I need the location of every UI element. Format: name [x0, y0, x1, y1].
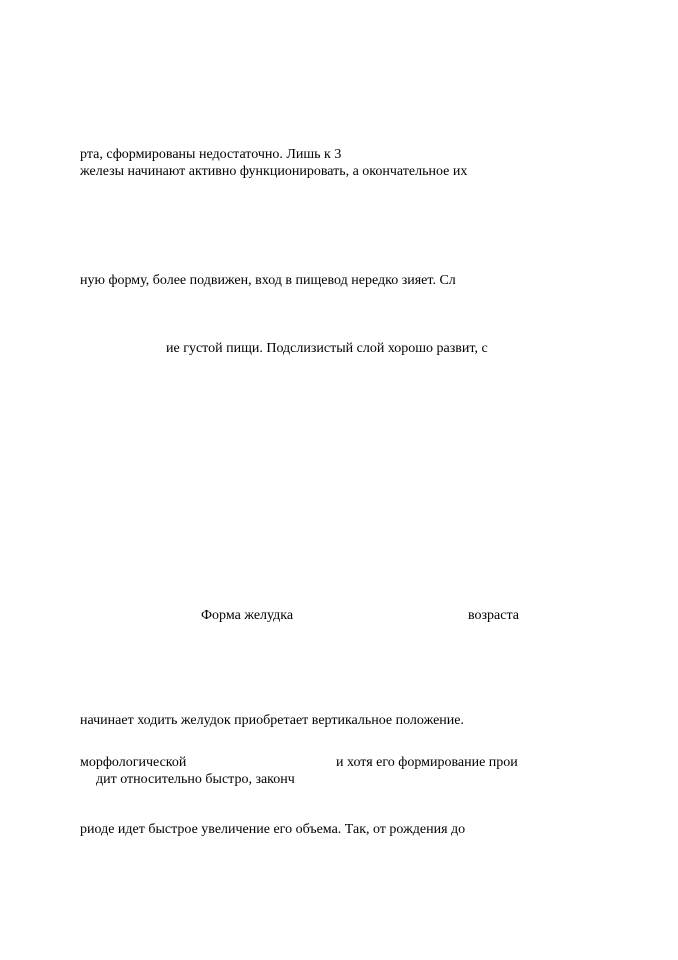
text-line-7-right: и хотя его формирование прои — [336, 755, 518, 770]
text-line-1: рта, сформированы недостаточно. Лишь к 3 — [80, 147, 342, 162]
text-line-2: железы начинают активно функционировать, а окончательное их — [80, 164, 468, 179]
text-line-4: ие густой пищи. Подслизистый слой хорошо развит, с — [166, 341, 488, 356]
text-line-6: начинает ходить желудок приобретает вертикальное положение. — [80, 713, 464, 728]
text-line-9: риоде идет быстрое увеличение его объема. Так, от рождения до — [80, 822, 466, 837]
text-line-3: ную форму, более подвижен, вход в пищевод нередко зияет. Сл — [80, 273, 456, 288]
text-line-7-left: морфологической — [80, 755, 187, 770]
figure-caption-left: Форма желудка — [201, 608, 294, 623]
text-line-8: дит относительно быстро, законч — [96, 772, 295, 787]
figure-caption-right: возраста — [468, 608, 519, 623]
